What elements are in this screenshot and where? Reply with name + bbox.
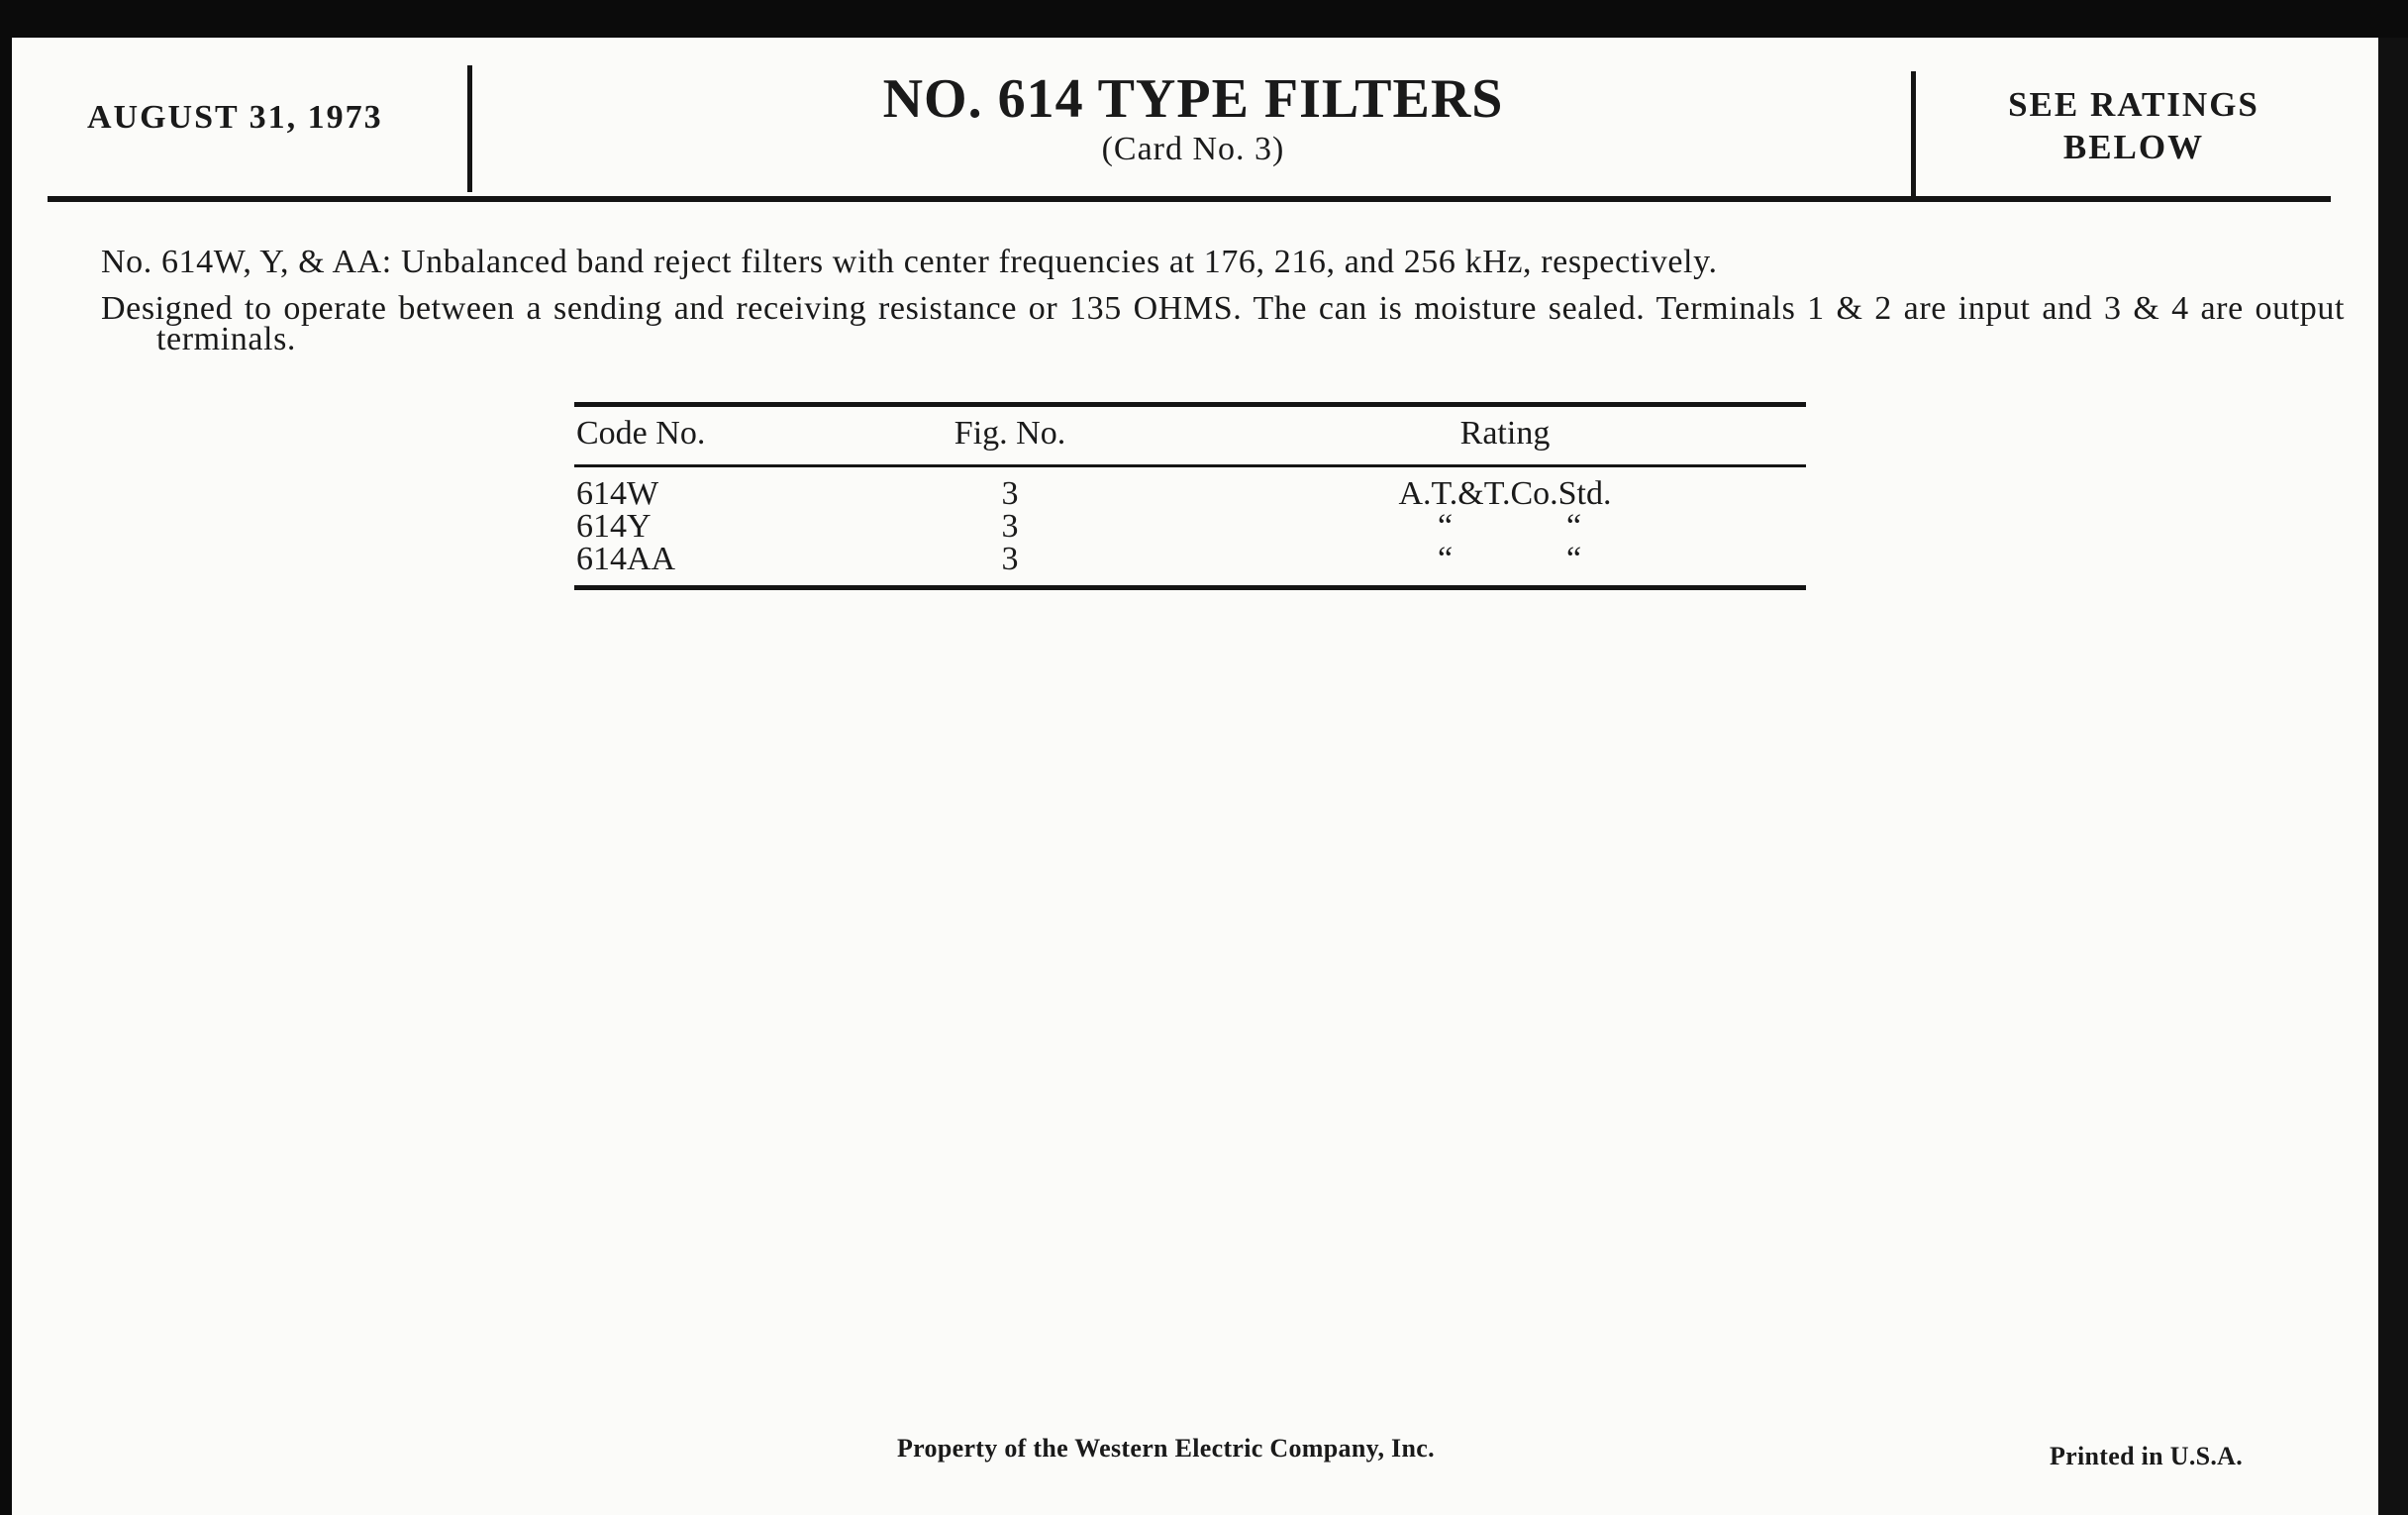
table-row [574, 541, 1806, 577]
description-line2: Designed to operate between a sending and receiving resistance or 135 OHMS. The can is moisture sealed. Terminals 1 & 2 are input and 3 & 4 are output terminals. [101, 290, 2345, 357]
table-header-row [574, 407, 1806, 464]
rating-note-line2: BELOW [2062, 128, 2205, 166]
header-rule [48, 196, 2331, 202]
ratings-table [574, 402, 1806, 590]
row-rating: A.T.&T.Co.Std. [1398, 475, 1612, 512]
footer-printed: Printed in U.S.A. [2050, 1442, 2244, 1470]
rating-note [1936, 83, 2332, 168]
table-bottom-rule [574, 585, 1806, 590]
footer-property: Property of the Western Electric Company, Inc. [897, 1434, 1435, 1463]
rating-note-line1: SEE RATINGS [2008, 85, 2259, 124]
row-code: 614AA [576, 541, 676, 577]
table-row [574, 508, 1806, 545]
header-divider-left [467, 65, 472, 192]
column-header-rating: Rating [1459, 415, 1551, 452]
card-title: NO. 614 TYPE FILTERS [882, 68, 1504, 130]
scan-edge [2378, 38, 2408, 1515]
column-header-code: Code No. [576, 415, 706, 452]
table-row [574, 475, 1806, 512]
card-date: AUGUST 31, 1973 [87, 99, 383, 136]
row-code: 614Y [576, 508, 652, 545]
table-body [574, 467, 1806, 585]
ditto-mark: “ [1438, 508, 1454, 545]
row-code: 614W [576, 475, 659, 512]
description-line1: No. 614W, Y, & AA: Unbalanced band reject filters with center frequencies at 176, 216, and 256 kHz, respectively. [101, 244, 1718, 280]
column-header-fig: Fig. No. [953, 415, 1066, 452]
card-subtitle: (Card No. 3) [1101, 131, 1285, 167]
row-fig: 3 [1001, 541, 1019, 577]
row-fig: 3 [1001, 508, 1019, 545]
ditto-mark: “ [1566, 508, 1582, 545]
ditto-mark: “ [1438, 541, 1454, 577]
row-fig: 3 [1001, 475, 1019, 512]
ditto-mark: “ [1566, 541, 1582, 577]
header-divider-right [1911, 71, 1916, 202]
